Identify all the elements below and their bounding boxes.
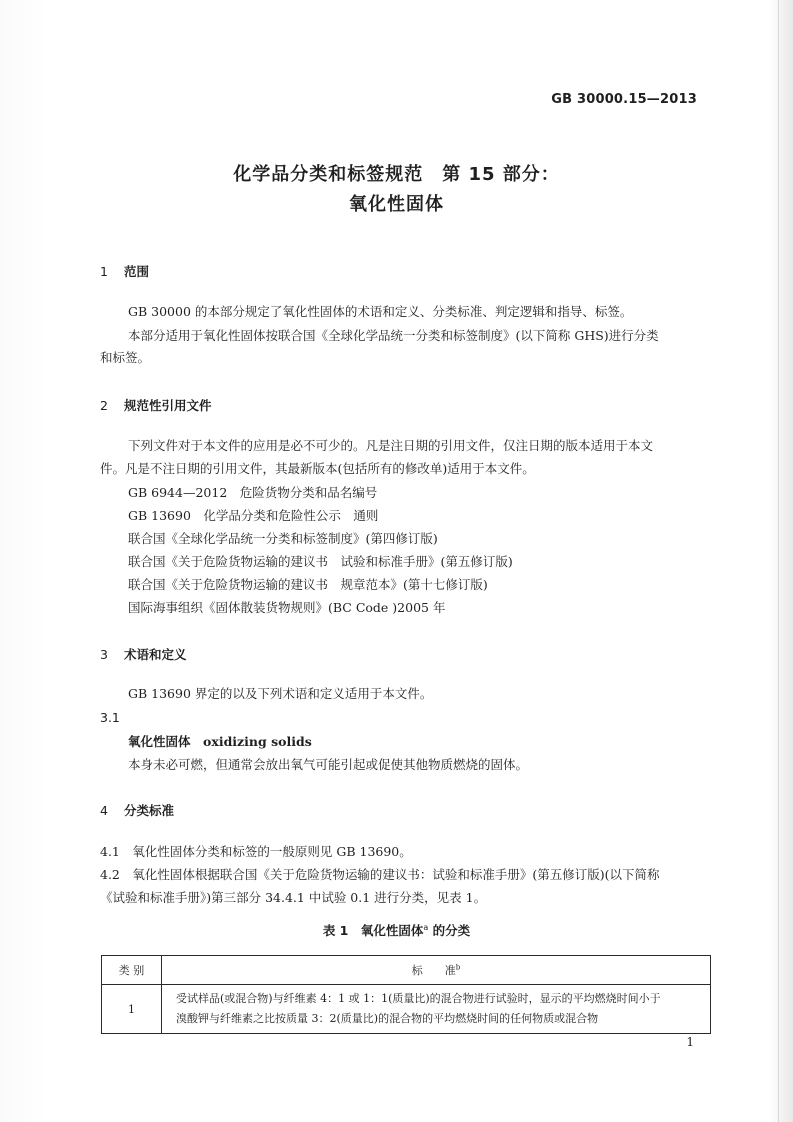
scope-paragraph-2-line2: 和标签。 [100, 350, 151, 365]
category-cell: 1 [102, 985, 162, 1034]
table-caption-footnote-mark: a [423, 922, 429, 932]
document-title-line2: 氧化性固体 [349, 194, 444, 215]
section-number: 4 [100, 803, 108, 818]
section-3-heading [100, 645, 187, 663]
criteria-footnote-mark: b [455, 963, 461, 972]
section-number: 3 [100, 647, 108, 662]
table-caption-tail: 的分类 [428, 923, 471, 938]
section-1-heading [100, 262, 149, 280]
reference-item: GB 6944—2012 危险货物分类和品名编号 [128, 485, 378, 500]
section-label: 规范性引用文件 [123, 398, 212, 413]
page-number: 1 [686, 1035, 694, 1049]
subclause-number: 3.1 [100, 710, 120, 725]
section-4-heading [100, 801, 174, 819]
clause-4-2-line2: 《试验和标准手册》)第三部分 34.4.1 中试验 0.1 进行分类，见表 1。 [100, 890, 487, 905]
reference-item: GB 13690 化学品分类和危险性公示 通则 [128, 508, 379, 523]
criteria-line: 溴酸钾与纤维素之比按质量 3：2(质量比)的混合物的平均燃烧时间的任何物质或混合物 [176, 1012, 599, 1025]
terms-intro: GB 13690 界定的以及下列术语和定义适用于本文件。 [128, 686, 433, 701]
classification-table [101, 955, 711, 1034]
table-caption-text: 表 1 氧化性固体 [322, 923, 424, 938]
table-header-row [102, 956, 711, 985]
references-intro-line2: 件。凡是不注日期的引用文件，其最新版本(包括所有的修改单)适用于本文件。 [100, 461, 535, 476]
section-label: 分类标准 [123, 803, 174, 818]
criteria-line: 受试样品(或混合物)与纤维素 4：1 或 1：1(质量比)的混合物进行试验时，显示的平均燃烧时间小于 [176, 992, 661, 1005]
table-caption [0, 921, 793, 939]
scope-paragraph-1: GB 30000 的本部分规定了氧化性固体的术语和定义、分类标准、判定逻辑和指导、标签。 [128, 304, 633, 319]
term-definition: 本身未必可燃，但通常会放出氧气可能引起或促使其他物质燃烧的固体。 [128, 757, 529, 772]
clause-4-2-line1: 4.2 氧化性固体根据联合国《关于危险货物运输的建议书：试验和标准手册》(第五修订版)(以下简称 [100, 867, 660, 882]
reference-item: 联合国《关于危险货物运输的建议书 规章范本》(第十七修订版) [128, 577, 488, 592]
term-chinese: 氧化性固体 [128, 734, 191, 749]
section-number: 1 [100, 264, 108, 279]
section-number: 2 [100, 398, 108, 413]
section-label: 范围 [123, 264, 149, 279]
standard-code: GB 30000.15—2013 [551, 92, 697, 107]
reference-item: 联合国《全球化学品统一分类和标签制度》(第四修订版) [128, 531, 438, 546]
table-row [102, 985, 711, 1034]
clause-4-1: 4.1 氧化性固体分类和标签的一般原则见 GB 13690。 [100, 844, 412, 859]
column-header-category: 类 别 [102, 956, 162, 985]
criteria-cell [162, 985, 711, 1034]
column-header-criteria [162, 956, 711, 985]
scope-paragraph-2-line1: 本部分适用于氧化性固体按联合国《全球化学品统一分类和标签制度》(以下简称 GHS)进行分类 [128, 328, 659, 343]
column-header-criteria-text: 标 准 [411, 964, 456, 977]
references-intro-line1: 下列文件对于本文件的应用是必不可少的。凡是注日期的引用文件，仅注日期的版本适用于本文 [128, 438, 654, 453]
section-2-heading [100, 396, 212, 414]
reference-item: 国际海事组织《固体散装货物规则》(BC Code )2005 年 [128, 600, 446, 615]
reference-item: 联合国《关于危险货物运输的建议书 试验和标准手册》(第五修订版) [128, 554, 513, 569]
document-title-line1: 化学品分类和标签规范 第 15 部分： [233, 164, 560, 185]
term-english: oxidizing solids [203, 734, 312, 749]
section-label: 术语和定义 [123, 647, 187, 662]
term-entry [128, 734, 312, 750]
